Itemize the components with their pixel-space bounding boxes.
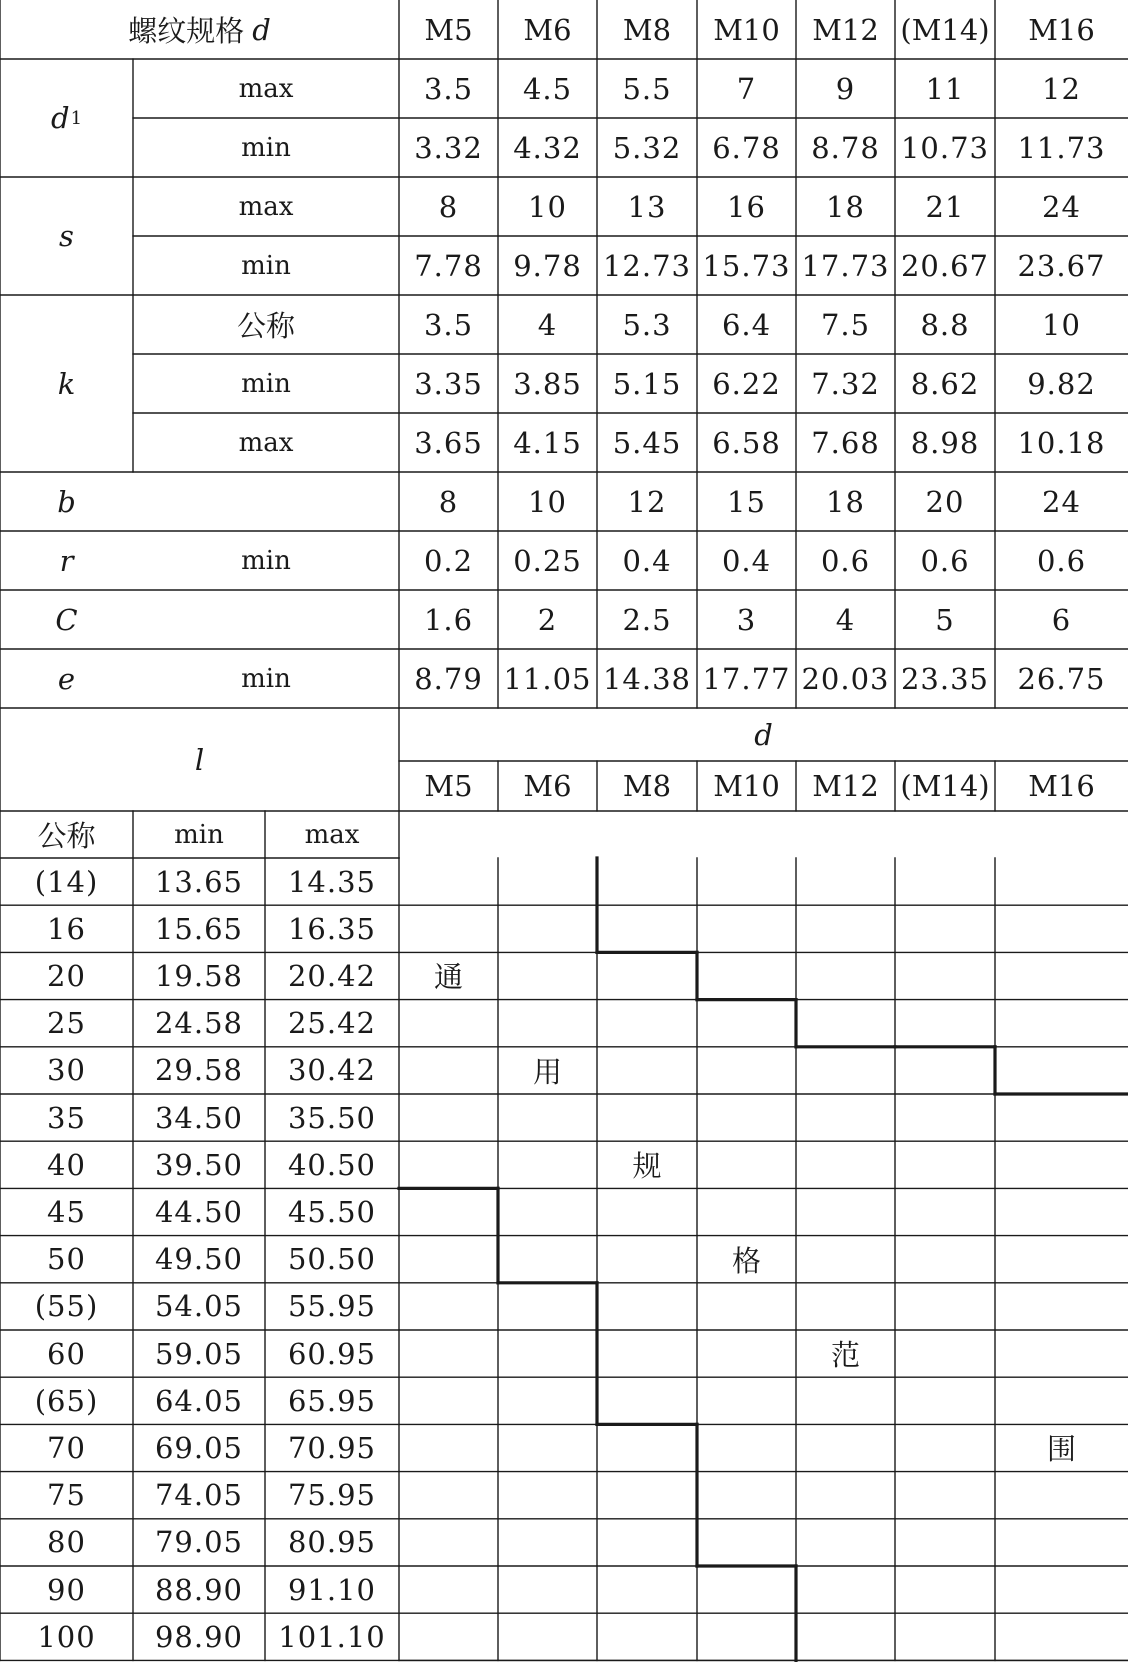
param-value-cell: 3.35: [414, 366, 483, 401]
param-value-cell: 12.73: [602, 248, 692, 283]
diameter-symbol-cell: d: [754, 717, 773, 752]
param-value-cell: 3.65: [414, 425, 483, 460]
param-value-cell: 8.98: [910, 425, 980, 460]
param-value-cell: 13: [627, 189, 667, 224]
size-header-cell: M6: [523, 12, 572, 47]
param-symbol-cell: [0, 295, 133, 472]
param-qualifier-cell: min: [241, 545, 291, 576]
length-tolerance-cell: 98.90: [154, 1619, 244, 1654]
param-value-cell: 5: [935, 602, 955, 637]
length-tolerance-cell: 70.95: [287, 1430, 377, 1465]
length-nominal-cell: 80: [47, 1525, 86, 1560]
length-col-header-cell: max: [304, 819, 360, 850]
length-tolerance-cell: 39.50: [154, 1147, 244, 1182]
length-tolerance-cell: 25.42: [287, 1006, 377, 1041]
length-col-header-cell: min: [174, 819, 224, 850]
length-tolerance-cell: 91.10: [287, 1572, 377, 1607]
param-value-cell: 6.4: [721, 307, 772, 342]
length-tolerance-cell: 19.58: [154, 958, 244, 993]
param-value-cell: 21: [925, 189, 965, 224]
param-value-cell: 8: [438, 189, 459, 224]
length-tolerance-cell: 30.42: [287, 1053, 377, 1088]
param-value-cell: 5.15: [612, 366, 682, 401]
param-value-cell: 8.78: [811, 130, 880, 165]
param-value-cell: 20.67: [900, 248, 990, 283]
param-symbol: e: [57, 661, 76, 696]
length-tolerance-cell: 80.95: [287, 1525, 377, 1560]
length-tolerance-cell: 24.58: [154, 1006, 244, 1041]
param-value-cell: 18: [826, 484, 865, 519]
length-tolerance-cell: 49.50: [154, 1242, 244, 1277]
param-value-cell: 9: [835, 71, 856, 106]
length-nominal-cell: 90: [47, 1572, 86, 1607]
param-subscript: 1: [70, 107, 83, 129]
param-value-cell: 0.25: [513, 543, 582, 578]
length-nominal-cell: (14): [34, 864, 99, 899]
length-tolerance-cell: 14.35: [287, 864, 377, 899]
param-value-cell: 5.32: [612, 130, 682, 165]
param-value-cell: 7.5: [820, 307, 871, 342]
range-label-char: 用: [532, 1054, 562, 1089]
length-tolerance-cell: 55.95: [287, 1289, 377, 1324]
length-tolerance-cell: 35.50: [287, 1100, 377, 1135]
param-value-cell: 3.32: [414, 130, 483, 165]
size-header-cell: M8: [622, 12, 672, 47]
param-value-cell: 7.78: [414, 248, 483, 283]
thread-spec-var: d: [252, 12, 271, 47]
param-value-cell: 23.67: [1017, 248, 1106, 283]
param-value-cell: 23.35: [900, 661, 990, 696]
param-value-cell: 12: [1042, 71, 1081, 106]
param-value-cell: 0.4: [721, 543, 772, 578]
param-qualifier-cell: min: [241, 132, 291, 163]
param-value-cell: 3: [736, 602, 757, 637]
param-value-cell: 9.78: [513, 248, 582, 283]
param-value-cell: 5.3: [622, 307, 672, 342]
param-symbol: d: [50, 101, 70, 135]
length-nominal-cell: 16: [47, 911, 86, 946]
param-value-cell: 4.32: [513, 130, 582, 165]
param-value-cell: 26.75: [1017, 661, 1106, 696]
length-tolerance-cell: 54.05: [154, 1289, 244, 1324]
length-tolerance-cell: 75.95: [287, 1478, 377, 1513]
param-value-cell: 17.77: [702, 661, 791, 696]
param-value-cell: 0.2: [423, 543, 474, 578]
param-symbol: s: [59, 219, 74, 253]
param-value-cell: 12: [627, 484, 667, 519]
param-value-cell: 3.85: [513, 366, 582, 401]
param-value-cell: 11.05: [503, 661, 592, 696]
length-tolerance-cell: 65.95: [287, 1383, 377, 1418]
param-value-cell: 15: [727, 484, 766, 519]
param-value-cell: 0.6: [1036, 543, 1087, 578]
param-symbol: C: [55, 602, 78, 637]
length-tolerance-cell: 16.35: [287, 911, 377, 946]
size-header-cell: M12: [812, 769, 879, 803]
length-tolerance-cell: 59.05: [154, 1336, 244, 1371]
param-value-cell: 0.6: [820, 543, 871, 578]
size-header-cell: M10: [713, 12, 780, 47]
param-value-cell: 1.6: [423, 602, 474, 637]
param-value-cell: 7: [736, 71, 757, 106]
param-value-cell: 10: [528, 484, 567, 519]
length-symbol-cell: l: [194, 742, 205, 777]
param-value-cell: 15.73: [702, 248, 791, 283]
param-symbol-cell: [0, 531, 133, 590]
length-tolerance-cell: 74.05: [154, 1478, 244, 1513]
size-header-cell: M6: [523, 769, 572, 803]
size-header-cell: (M14): [900, 769, 990, 803]
param-symbol-cell: [0, 472, 133, 531]
size-header-cell: M16: [1028, 12, 1095, 47]
param-value-cell: 7.32: [811, 366, 880, 401]
param-symbol: k: [57, 366, 76, 401]
param-qualifier-cell: min: [241, 368, 291, 399]
length-nominal-cell: 45: [47, 1194, 86, 1229]
param-symbol-cell: [0, 649, 133, 708]
param-value-cell: 4: [835, 602, 856, 637]
length-tolerance-cell: 29.58: [154, 1053, 244, 1088]
size-header-cell: (M14): [900, 12, 990, 47]
param-value-cell: 6: [1051, 602, 1072, 637]
param-symbol-cell: [0, 59, 133, 177]
length-tolerance-cell: 20.42: [287, 958, 377, 993]
range-label-char: 格: [731, 1243, 761, 1278]
param-qualifier-cell: min: [241, 250, 291, 281]
size-header-cell: M12: [812, 12, 879, 47]
param-value-cell: 10.73: [900, 130, 990, 165]
param-value-cell: 4.15: [513, 425, 582, 460]
length-nominal-cell: 40: [47, 1147, 86, 1182]
param-value-cell: 8.8: [920, 307, 970, 342]
param-qualifier-cell: min: [241, 663, 291, 694]
length-tolerance-cell: 44.50: [154, 1194, 244, 1229]
param-value-cell: 10: [528, 189, 567, 224]
param-value-cell: 0.6: [920, 543, 970, 578]
length-nominal-cell: 30: [47, 1053, 86, 1088]
length-tolerance-cell: 64.05: [154, 1383, 244, 1418]
param-value-cell: 8.79: [414, 661, 483, 696]
length-tolerance-cell: 45.50: [287, 1194, 377, 1229]
param-qualifier-cell: 公称: [236, 309, 295, 343]
length-nominal-cell: 100: [37, 1619, 96, 1654]
param-value-cell: 7.68: [811, 425, 880, 460]
length-col-header-cell: 公称: [37, 819, 96, 853]
size-header-cell: M5: [424, 769, 473, 803]
length-tolerance-cell: 69.05: [154, 1430, 244, 1465]
param-value-cell: 20: [925, 484, 965, 519]
length-tolerance-cell: 101.10: [278, 1619, 386, 1654]
range-label-char: 范: [830, 1338, 860, 1373]
param-value-cell: 10.18: [1017, 425, 1106, 460]
param-value-cell: 8: [438, 484, 459, 519]
length-nominal-cell: 20: [47, 958, 86, 993]
param-value-cell: 16: [727, 189, 766, 224]
length-nominal-cell: 75: [47, 1478, 86, 1513]
param-qualifier-cell: max: [238, 427, 294, 458]
length-nominal-cell: 60: [47, 1336, 86, 1371]
param-symbol-cell: [0, 590, 133, 649]
param-value-cell: 2: [537, 602, 558, 637]
param-value-cell: 17.73: [801, 248, 890, 283]
length-tolerance-cell: 88.90: [154, 1572, 244, 1607]
param-value-cell: 10: [1042, 307, 1081, 342]
param-value-cell: 6.58: [712, 425, 781, 460]
length-tolerance-cell: 60.95: [287, 1336, 377, 1371]
param-symbol: r: [59, 543, 74, 578]
length-nominal-cell: 70: [47, 1430, 86, 1465]
param-value-cell: 24: [1042, 484, 1081, 519]
param-value-cell: 4.5: [522, 71, 573, 106]
size-header-cell: M8: [622, 769, 672, 803]
length-tolerance-cell: 13.65: [154, 864, 244, 899]
param-qualifier-cell: max: [238, 191, 294, 222]
header-label-cell: [0, 0, 399, 59]
thread-spec-label: 螺纹规格: [128, 14, 245, 48]
param-value-cell: 11: [925, 71, 965, 106]
length-nominal-cell: 50: [47, 1242, 86, 1277]
param-value-cell: 6.78: [712, 130, 781, 165]
length-nominal-cell: (55): [34, 1289, 99, 1324]
param-value-cell: 11.73: [1017, 130, 1106, 165]
param-value-cell: 0.4: [622, 543, 672, 578]
param-value-cell: 3.5: [423, 71, 474, 106]
param-value-cell: 18: [826, 189, 865, 224]
range-label-char: 通: [433, 960, 463, 995]
param-symbol-cell: [0, 177, 133, 295]
param-value-cell: 24: [1042, 189, 1081, 224]
param-value-cell: 5.5: [622, 71, 672, 106]
param-value-cell: 3.5: [423, 307, 474, 342]
param-value-cell: 14.38: [602, 661, 692, 696]
length-tolerance-cell: 34.50: [154, 1100, 244, 1135]
size-header-cell: M16: [1028, 769, 1095, 803]
size-header-cell: M10: [713, 769, 780, 803]
range-label-char: 规: [632, 1149, 662, 1184]
param-symbol: b: [57, 484, 76, 519]
param-value-cell: 4: [537, 307, 558, 342]
param-value-cell: 6.22: [712, 366, 781, 401]
length-tolerance-cell: 50.50: [287, 1242, 377, 1277]
range-label-char: 围: [1046, 1432, 1076, 1467]
param-value-cell: 8.62: [910, 366, 980, 401]
length-tolerance-cell: 40.50: [287, 1147, 377, 1182]
size-header-cell: M5: [424, 12, 473, 47]
param-value-cell: 20.03: [801, 661, 890, 696]
length-tolerance-cell: 79.05: [154, 1525, 244, 1560]
length-nominal-cell: 25: [47, 1006, 86, 1041]
length-tolerance-cell: 15.65: [154, 911, 244, 946]
length-nominal-cell: 35: [47, 1100, 86, 1135]
length-nominal-cell: (65): [34, 1383, 99, 1418]
param-value-cell: 2.5: [622, 602, 672, 637]
param-value-cell: 9.82: [1027, 366, 1096, 401]
param-value-cell: 5.45: [612, 425, 682, 460]
param-qualifier-cell: max: [238, 73, 294, 104]
